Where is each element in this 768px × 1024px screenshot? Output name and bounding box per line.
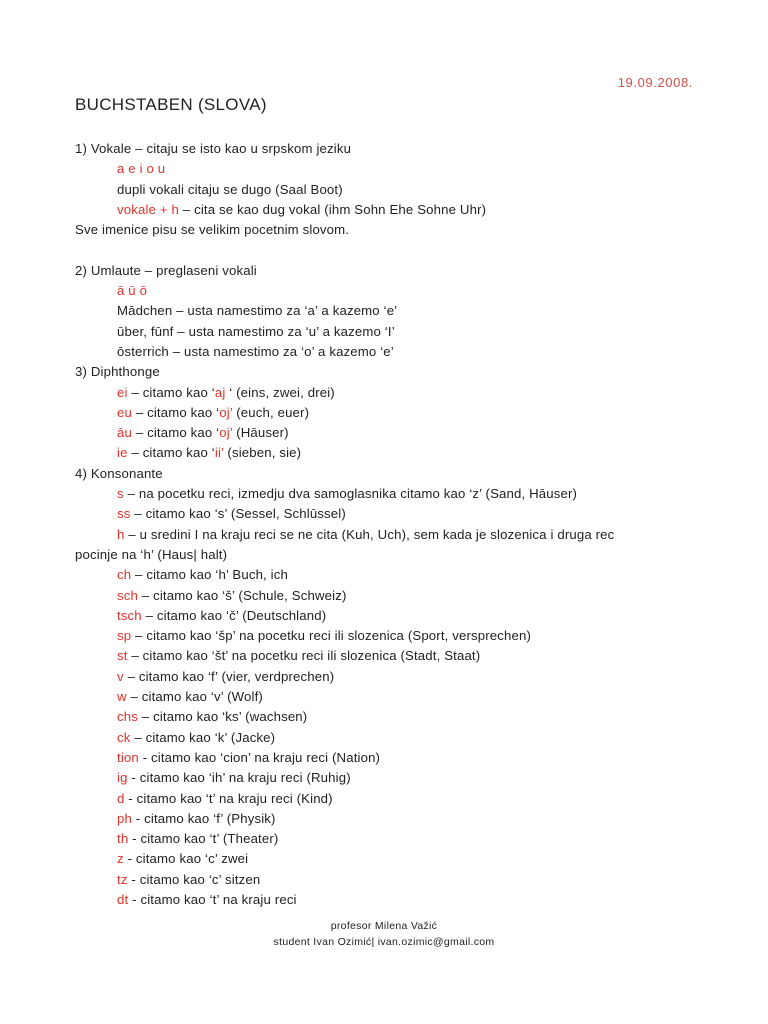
highlight-term: tion bbox=[117, 749, 139, 765]
highlight-term: h bbox=[117, 526, 125, 542]
text-line bbox=[75, 870, 695, 890]
text-line bbox=[75, 606, 695, 626]
line-text: - citamo kao ‘ih’ na kraju reci (Ruhig) bbox=[127, 770, 351, 786]
line-text: 2) Umlaute – preglaseni vokali bbox=[75, 262, 257, 278]
text-line bbox=[75, 728, 695, 748]
text-line bbox=[75, 809, 695, 829]
highlight-term: z bbox=[117, 851, 124, 867]
highlight-term: th bbox=[117, 831, 129, 847]
highlight-term: vokale + h bbox=[117, 201, 179, 217]
text-line bbox=[75, 829, 695, 849]
text-line bbox=[75, 464, 695, 484]
text-line bbox=[75, 281, 695, 301]
line-text: - citamo kao ‘t’ na kraju reci (Kind) bbox=[124, 790, 333, 806]
line-text: (Hāuser) bbox=[232, 425, 289, 441]
line-text: – citamo kao ‘ks’ (wachsen) bbox=[137, 709, 308, 725]
text-line bbox=[75, 220, 695, 240]
text-line bbox=[75, 849, 695, 869]
line-text: – citamo kao ‘f’ (vier, verdprechen) bbox=[123, 668, 335, 684]
line-text: - citamo kao ‘cion’ na kraju reci (Nation) bbox=[138, 749, 381, 765]
highlight-term: s bbox=[117, 486, 124, 502]
line-text: – citamo kao ‘h’ Buch, ich bbox=[131, 567, 288, 583]
line-text: Mādchen – usta namestimo za ‘a’ a kazemo ‘e’ bbox=[117, 303, 398, 319]
highlight-term: tz bbox=[117, 871, 128, 887]
text-line bbox=[75, 301, 695, 321]
line-text: – citamo kao ‘v’ (Wolf) bbox=[126, 689, 263, 705]
text-line bbox=[75, 342, 695, 362]
line-text: – citamo kao ‘k’ (Jacke) bbox=[130, 729, 276, 745]
highlight-term: ph bbox=[117, 810, 132, 826]
text-line bbox=[75, 504, 695, 524]
line-text: – citamo kao ‘ bbox=[127, 445, 215, 461]
highlight-term: ss bbox=[117, 506, 131, 522]
text-line bbox=[75, 484, 695, 504]
highlight-term: eu bbox=[117, 404, 132, 420]
text-line bbox=[75, 443, 695, 463]
line-text: – u sredini I na kraju reci se ne cita (Kuh, Uch), sem kada je slozenica i druga rec bbox=[124, 526, 615, 542]
line-text: 1) Vokale – citaju se isto kao u srpskom jeziku bbox=[75, 141, 352, 156]
text-line bbox=[75, 748, 695, 768]
text-line bbox=[75, 687, 695, 707]
line-text: – citamo kao ‘št’ na pocetku reci ili slozenica (Stadt, Staat) bbox=[127, 648, 481, 664]
line-text: ūber, fūnf – usta namestimo za ‘u’ a kazemo ‘I’ bbox=[117, 323, 395, 339]
highlight-term: aj bbox=[214, 384, 226, 400]
line-text: – citamo kao ‘s’ (Sessel, Schlūssel) bbox=[130, 506, 346, 522]
document-title: BUCHSTABEN (SLOVA) bbox=[75, 95, 267, 114]
text-line bbox=[75, 707, 695, 727]
line-text: – citamo kao ‘šp’ na pocetku reci ili slozenica (Sport, versprechen) bbox=[131, 628, 532, 644]
blank-line bbox=[75, 240, 695, 260]
highlight-term: ig bbox=[117, 770, 128, 786]
text-line bbox=[75, 200, 695, 220]
highlight-term: ii’ bbox=[214, 445, 224, 461]
highlight-term: āu bbox=[117, 425, 132, 441]
text-line bbox=[75, 139, 695, 159]
text-line bbox=[75, 586, 695, 606]
line-text: 3) Diphthonge bbox=[75, 364, 160, 380]
line-text: – citamo kao ‘č’ (Deutschland) bbox=[141, 607, 327, 623]
line-text: 4) Konsonante bbox=[75, 465, 163, 481]
highlight-term: ie bbox=[117, 445, 128, 461]
text-line bbox=[75, 667, 695, 687]
line-text: - citamo kao ‘c’ sitzen bbox=[127, 871, 261, 887]
text-line bbox=[75, 646, 695, 666]
highlight-term: v bbox=[117, 668, 124, 684]
text-line bbox=[75, 565, 695, 585]
line-text: - citamo kao ‘c’ zwei bbox=[123, 851, 249, 867]
highlight-term: ck bbox=[117, 729, 131, 745]
text-line bbox=[75, 383, 695, 403]
text-line bbox=[75, 261, 695, 281]
text-line bbox=[75, 789, 695, 809]
text-line bbox=[75, 159, 695, 179]
highlight-term: chs bbox=[117, 709, 138, 725]
highlight-term: ch bbox=[117, 567, 132, 583]
highlight-term: w bbox=[117, 689, 127, 705]
line-text: – citamo kao ‘š’ (Schule, Schweiz) bbox=[137, 587, 347, 603]
line-text: - citamo kao ‘t’ (Theater) bbox=[128, 831, 279, 847]
line-text: dupli vokali citaju se dugo (Saal Boot) bbox=[117, 181, 343, 197]
line-text: – citamo kao ‘ bbox=[127, 384, 215, 400]
text-line bbox=[75, 626, 695, 646]
text-line bbox=[75, 362, 695, 382]
text-line bbox=[75, 768, 695, 788]
highlight-term: tsch bbox=[117, 607, 142, 623]
line-text: – cita se kao dug vokal (ihm Sohn Ehe Sohne Uhr) bbox=[178, 201, 487, 217]
highlight-term: a e i o u bbox=[117, 161, 166, 177]
document-body bbox=[75, 139, 695, 910]
highlight-term: dt bbox=[117, 891, 129, 907]
line-text: (sieben, sie) bbox=[223, 445, 302, 461]
text-line bbox=[75, 423, 695, 443]
text-line bbox=[75, 525, 695, 545]
text-line bbox=[75, 180, 695, 200]
text-line bbox=[75, 545, 695, 565]
footer-professor: profesor Milena Važić bbox=[330, 920, 438, 932]
line-text: ‘ (eins, zwei, drei) bbox=[225, 384, 335, 400]
line-text: (euch, euer) bbox=[232, 404, 310, 420]
highlight-term: d bbox=[117, 790, 125, 806]
highlight-term: sch bbox=[117, 587, 138, 603]
text-line bbox=[75, 890, 695, 910]
document-date: 19.09.2008. bbox=[617, 75, 693, 90]
line-text: – citamo kao ‘ bbox=[131, 425, 220, 441]
text-line bbox=[75, 322, 695, 342]
document-footer bbox=[0, 918, 768, 950]
text-line bbox=[75, 403, 695, 423]
footer-student: student Ivan Ozimić| ivan.ozimic@gmail.com bbox=[273, 936, 495, 948]
line-text: pocinje na ‘h’ (Haus| halt) bbox=[75, 546, 228, 562]
highlight-term: sp bbox=[117, 628, 132, 644]
line-text: – na pocetku reci, izmedju dva samoglasnika citamo kao ‘z’ (Sand, Hāuser) bbox=[123, 486, 578, 502]
highlight-term: ei bbox=[117, 384, 128, 400]
highlight-term: st bbox=[117, 648, 128, 664]
highlight-term: oj’ bbox=[219, 404, 233, 420]
line-text: Sve imenice pisu se velikim pocetnim slovom. bbox=[75, 222, 350, 238]
line-text: ōsterrich – usta namestimo za ‘o’ a kazemo ‘e’ bbox=[117, 343, 394, 359]
line-text: - citamo kao ‘t’ na kraju reci bbox=[128, 891, 297, 907]
highlight-term: ā ū ō bbox=[117, 283, 148, 299]
highlight-term: oj’ bbox=[219, 425, 233, 441]
line-text: - citamo kao ‘f’ (Physik) bbox=[131, 810, 276, 826]
line-text: – citamo kao ‘ bbox=[131, 404, 220, 420]
